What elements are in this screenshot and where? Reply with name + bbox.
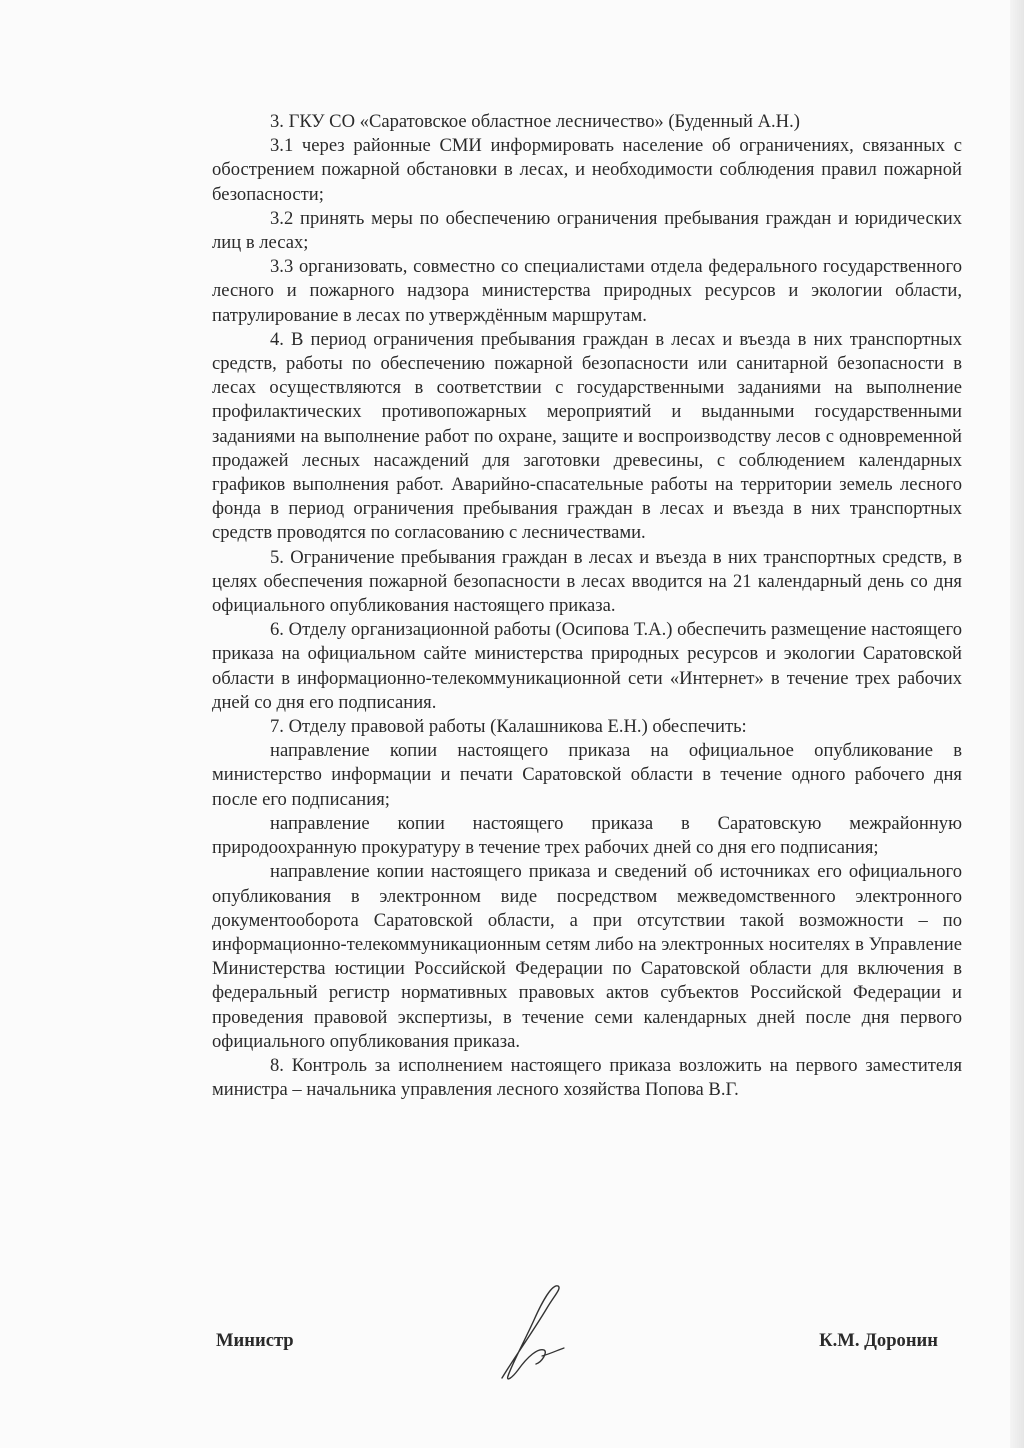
paragraph-5: 5. Ограничение пребывания граждан в лесах и въезда в них транспортных средств, в целях обеспечения пожарной безопасности в лесах вводится на 21 календарный день со дня официального опубликования настоящего приказа. (212, 546, 962, 617)
paragraph-8: 8. Контроль за исполнением настоящего приказа возложить на первого заместителя министра – начальника управления лесного хозяйства Попова В.Г. (212, 1054, 962, 1101)
paragraph-7-item-3: направление копии настоящего приказа и сведений об источниках его официального опубликования в электронном виде посредством межведомственного электронного документооборота Саратовской области, а при отсутствии такой возможности – по информационно-телекоммуникационным сетям либо на электронных носителях в Управление Министерства юстиции Российской Федерации по Саратовской области для включения в федеральный регистр нормативных правовых актов субъектов Российской Федерации и проведения правовой экспертизы, в течение семи календарных дней после дня первого официального опубликования приказа. (212, 861, 962, 1052)
paragraph-7-item-2: направление копии настоящего приказа в Саратовскую межрайонную природоохранную прокуратуру в течение трех рабочих дней со дня его подписания; (212, 812, 962, 859)
paragraph-3-3: 3.3 организовать, совместно со специалистами отдела федерального государственного лесного и пожарного надзора министерства природных ресурсов и экологии области, патрулирование в лесах по утверждённым маршрутам. (212, 256, 962, 326)
paragraph-3-2: 3.2 принять меры по обеспечению ограничения пребывания граждан и юридических лиц в лесах; (212, 207, 962, 254)
signer-title: Министр (216, 1330, 294, 1351)
signature-block (216, 1330, 938, 1370)
paragraph-6: 6. Отделу организационной работы (Осипова Т.А.) обеспечить размещение настоящего приказа на официальном сайте министерства природных ресурсов и экологии Саратовской области в информационно-телекоммуникационной сети «Интернет» в течение трех рабочих дней со дня его подписания. (212, 619, 962, 713)
paragraph-7: 7. Отделу правовой работы (Калашникова Е.Н.) обеспечить: (270, 716, 747, 738)
paragraph-3: 3. ГКУ СО «Саратовское областное лесничество» (Буденный А.Н.) (270, 111, 800, 132)
paragraph-4: 4. В период ограничения пребывания граждан в лесах и въезда в них транспортных средств, работы по обеспечению пожарной безопасности или санитарной безопасности в лесах осуществляются в соответствии с государственными заданиями на выполнение профилактических противопожарных мероприятий и выданными государственными заданиями на выполнение работ по охране, защите и воспроизводству лесов с одновременной продажей лесных насаждений для заготовки древесины, с соблюдением календарных графиков выполнения работ. Аварийно-спасательные работы на территории земель лесного фонда в период ограничения пребывания граждан в лесах и въезда в них транспортных средств проводятся по согласованию с лесничествами. (212, 328, 962, 544)
document-body (212, 110, 962, 1102)
signer-name: К.М. Доронин (819, 1330, 938, 1351)
paragraph-3-1: 3.1 через районные СМИ информировать население об ограничениях, связанных с обострением пожарной обстановки в лесах, и необходимости соблюдения правил пожарной безопасности; (212, 135, 962, 205)
paragraph-7-item-1: направление копии настоящего приказа на официальное опубликование в министерство информации и печати Саратовской области в течение одного рабочего дня после его подписания; (212, 740, 962, 810)
scan-edge (1010, 0, 1024, 1448)
